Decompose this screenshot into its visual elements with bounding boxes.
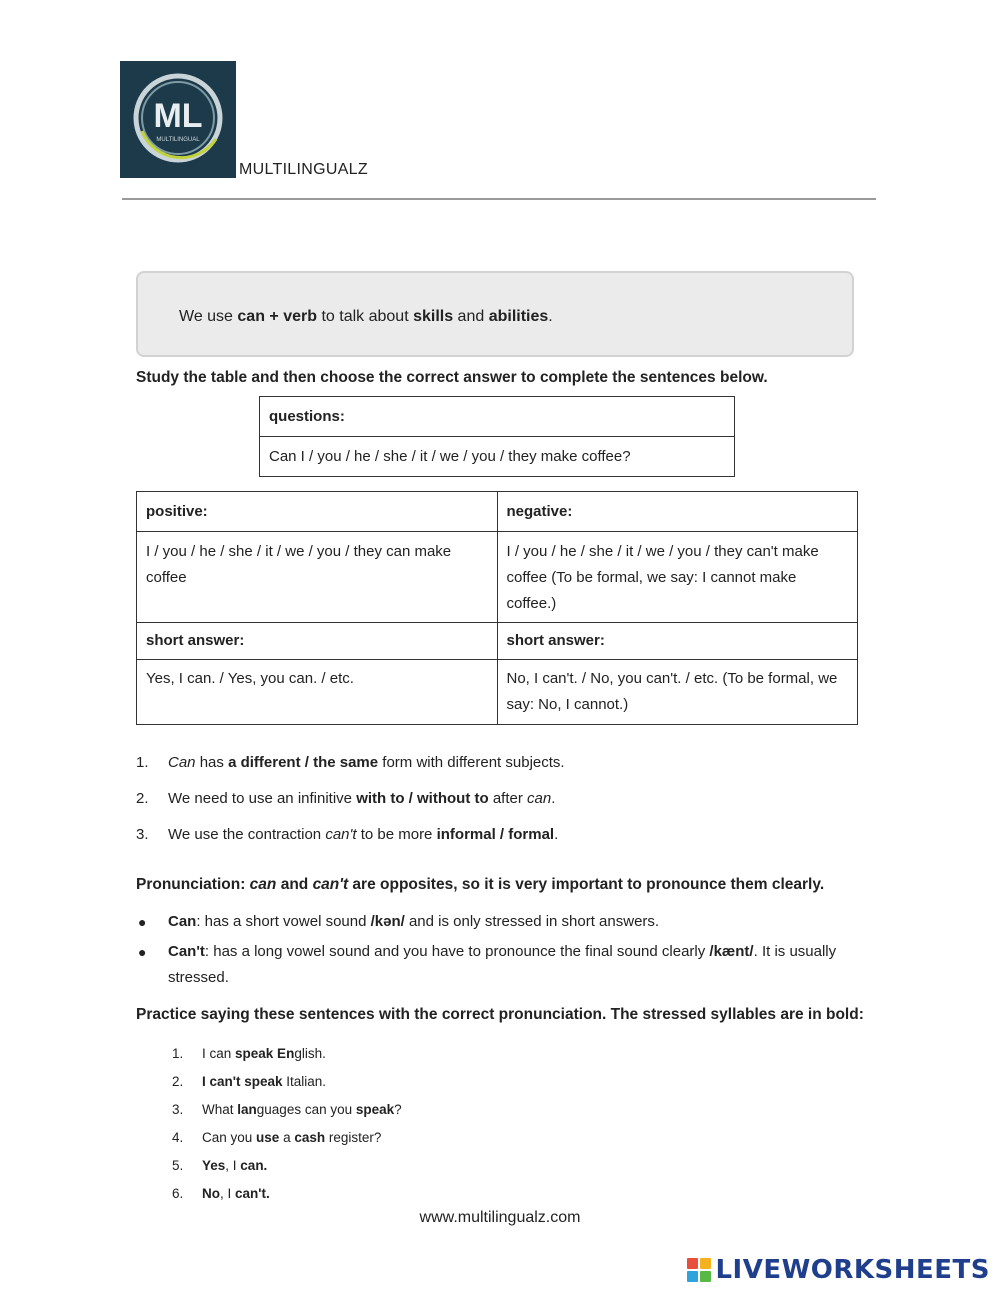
header-divider: [122, 198, 876, 200]
footer-url[interactable]: www.multilingualz.com: [419, 1209, 581, 1226]
exercise-list: [136, 750, 868, 848]
logo: [120, 61, 236, 178]
bullet-cant: ● Can't: has a long vowel sound and you have to pronounce the final sound clearly /kænt/. It is usually stressed.: [168, 939, 858, 991]
callout-text: We use can + verb to talk about skills and abilities.: [179, 308, 553, 325]
practice-item-number: 6.: [172, 1186, 184, 1201]
liveworksheets-label: LIVEWORKSHEETS: [715, 1255, 990, 1285]
positive-header: positive:: [137, 492, 498, 532]
short-answer-pos-text: Yes, I can. / Yes, you can. / etc.: [137, 660, 498, 725]
practice-item: 2. I can't speak Italian.: [172, 1074, 327, 1089]
pronunciation-heading: Pronunciation: can and can't are opposites, so it is very important to pronounce them clearly.: [136, 876, 825, 893]
exercise-item-2[interactable]: 2. We need to use an infinitive with to / without to after can.: [136, 790, 556, 807]
cube-blue: [687, 1271, 698, 1282]
short-answer-neg-header: short answer:: [497, 623, 858, 660]
cube-green: [700, 1271, 711, 1282]
short-answer-pos-header: short answer:: [137, 623, 498, 660]
questions-header: questions:: [260, 397, 735, 437]
negative-header: negative:: [497, 492, 858, 532]
bullet-icon: ●: [138, 944, 147, 960]
positive-text: I / you / he / she / it / we / you / they can make coffee: [137, 532, 498, 623]
logo-caption: MULTILINGUAL: [156, 137, 200, 143]
liveworksheets-badge[interactable]: [687, 1255, 990, 1285]
practice-item-number: 5.: [172, 1158, 184, 1173]
exercise-item-3[interactable]: 3. We use the contraction can't to be more informal / formal.: [136, 826, 559, 843]
practice-item-number: 2.: [172, 1074, 184, 1089]
logo-letters: ML: [153, 97, 203, 135]
practice-list: [172, 1045, 702, 1213]
exercise-item-1[interactable]: 1. Can has a different / the same form with different subjects.: [136, 754, 565, 771]
practice-item: 6. No, I can't.: [172, 1186, 270, 1201]
practice-item-number: 4.: [172, 1130, 184, 1145]
cube-red: [687, 1258, 698, 1269]
negative-text: I / you / he / she / it / we / you / they can't make coffee (To be formal, we say: I cannot make coffee.): [497, 532, 858, 623]
practice-heading: Practice saying these sentences with the correct pronunciation. The stressed syllables are in bold:: [136, 1006, 864, 1023]
practice-item-number: 3.: [172, 1102, 184, 1117]
practice-item: 4. Can you use a cash register?: [172, 1130, 382, 1145]
pronunciation-bullets: [138, 909, 858, 991]
short-answer-neg-text: No, I can't. / No, you can't. / etc. (To be formal, we say: No, I cannot.): [497, 660, 858, 725]
practice-item: 5. Yes, I can.: [172, 1158, 268, 1173]
instructions-heading: Study the table and then choose the correct answer to complete the sentences below.: [136, 369, 768, 386]
forms-table: [136, 491, 858, 725]
questions-table: [259, 396, 735, 477]
practice-item: 1. I can speak English.: [172, 1046, 326, 1061]
bullet-can: ● Can: has a short vowel sound /kən/ and is only stressed in short answers.: [168, 909, 858, 935]
logo-emblem: [120, 61, 236, 178]
practice-item-number: 1.: [172, 1046, 184, 1061]
bullet-icon: ●: [138, 914, 147, 930]
brand-name: MULTILINGUALZ: [239, 161, 368, 178]
grammar-callout: [136, 271, 854, 357]
practice-item: 3. What languages can you speak?: [172, 1102, 402, 1117]
questions-row: Can I / you / he / she / it / we / you / they make coffee?: [260, 437, 735, 477]
liveworksheets-cubes-icon: [687, 1258, 711, 1282]
cube-yellow: [700, 1258, 711, 1269]
